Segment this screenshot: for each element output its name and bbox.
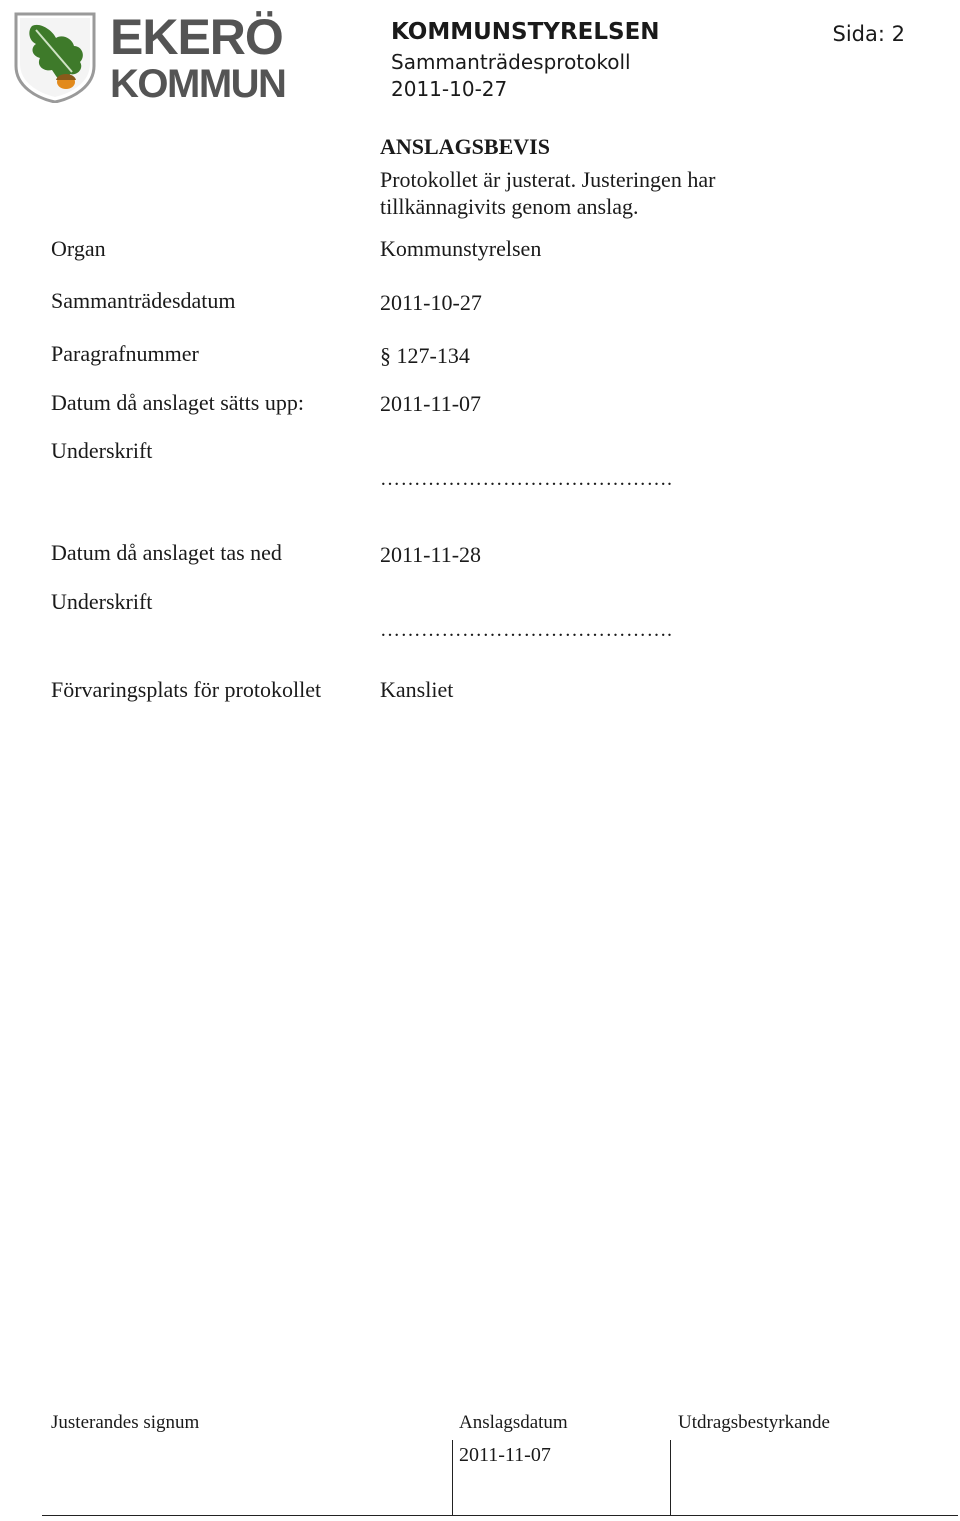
storage-value: Kansliet — [380, 677, 454, 702]
logo-wordmark-kommun: KOMMUN — [110, 62, 286, 106]
footer-anslagsdatum: Anslagsdatum — [459, 1412, 568, 1433]
page-number: Sida: 2 — [832, 22, 905, 46]
paragraph-value: § 127-134 — [380, 343, 470, 368]
meeting-date-value: 2011-10-27 — [380, 290, 482, 315]
footer-divider-2 — [670, 1440, 671, 1516]
notice-text: Protokollet är justerat. Justeringen har tillkännagivits genom anslag. — [380, 167, 716, 219]
storage-label: Förvaringsplats för protokollet — [51, 677, 322, 702]
signature-label-1: Underskrift — [51, 438, 153, 463]
signature-label-2: Underskrift — [51, 589, 153, 614]
footer-justerandes-signum: Justerandes signum — [51, 1412, 200, 1433]
posted-date-label: Datum då anslaget sätts upp: — [51, 390, 304, 415]
meeting-date-label: Sammanträdesdatum — [51, 288, 236, 313]
ekero-kommun-logo — [12, 8, 286, 106]
paragraph-label: Paragrafnummer — [51, 341, 199, 366]
footer-divider-1 — [452, 1440, 453, 1516]
removed-date-label: Datum då anslaget tas ned — [51, 540, 282, 565]
posted-date-value: 2011-11-07 — [380, 391, 482, 416]
organ-value: Kommunstyrelsen — [380, 236, 542, 261]
footer-bottom-rule — [42, 1515, 958, 1516]
footer-utdragsbestyrkande: Utdragsbestyrkande — [678, 1412, 830, 1433]
removed-date-value: 2011-11-28 — [380, 542, 482, 567]
signature-line-2: ……………………………………. — [380, 619, 673, 641]
document-subtitle: Sammanträdesprotokoll — [391, 50, 631, 74]
document-date: 2011-10-27 — [391, 77, 508, 101]
footer-anslagsdatum-value: 2011-11-07 — [459, 1444, 551, 1466]
organ-label: Organ — [51, 236, 106, 261]
notice-heading: ANSLAGSBEVIS — [380, 134, 550, 159]
logo-wordmark-ekero: EKERÖ — [110, 9, 283, 65]
coat-of-arms-icon — [12, 8, 102, 103]
signature-line-1: ……………………………………. — [380, 468, 673, 490]
document-title: KOMMUNSTYRELSEN — [391, 19, 660, 45]
